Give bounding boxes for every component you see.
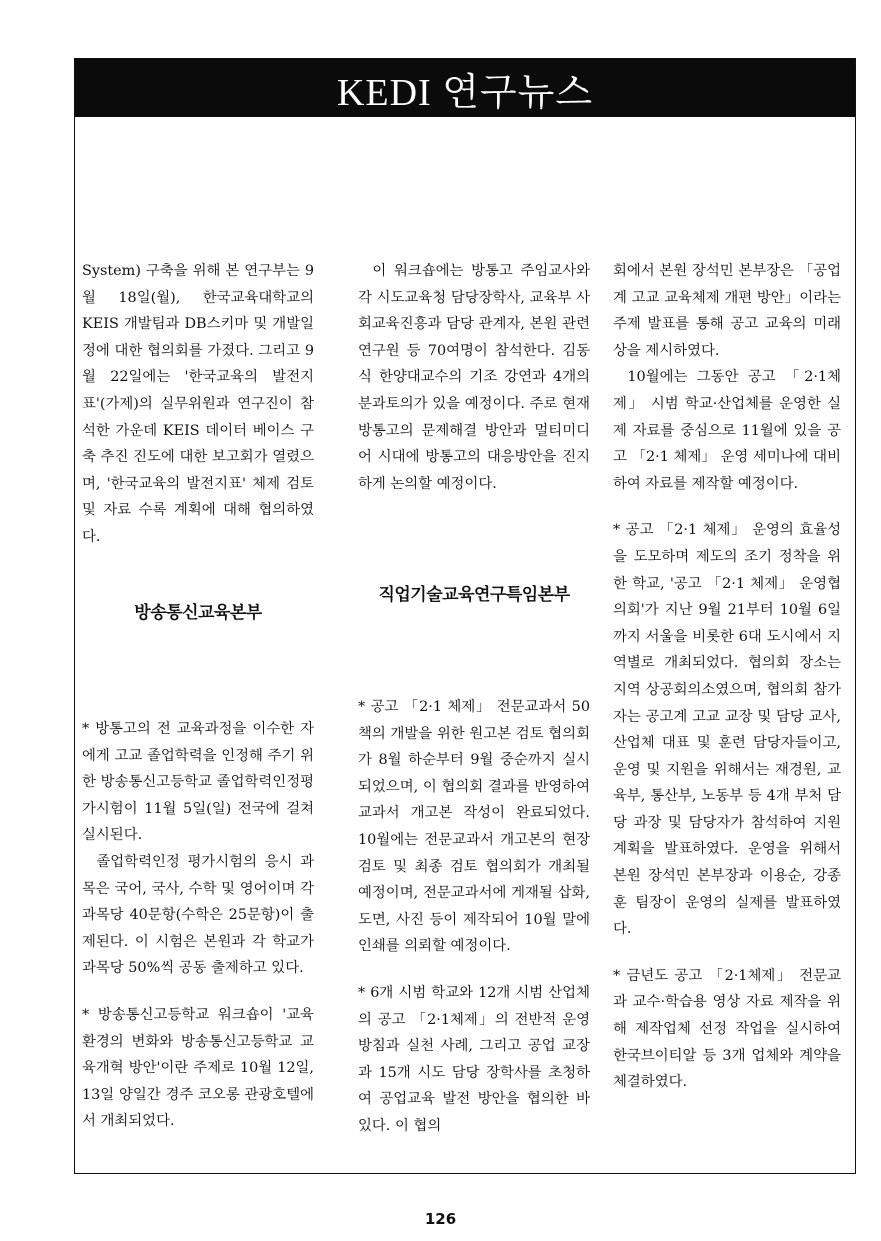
col3-paragraph-1: 회에서 본원 장석민 본부장은 「공업계 고교 교육체제 개편 방안」이라는 주제 발표를 통해 공고 교육의 미래상을 제시하였다.	[613, 263, 841, 359]
col3-paragraph-2: 10월에는 그동안 공고 「2·1체제」 시범 학교·산업체를 운영한 실제 자료를 중심으로 11월에 있을 공고 「2·1 체제」 운영 세미나에 대비하여 자료를 제작할 예정이다.	[613, 369, 841, 492]
column-3	[613, 258, 841, 1096]
col3-paragraph-4: * 금년도 공고 「2·1체제」 전문교과 교수·학습용 영상 자료 제작을 위해 제작업체 선정 작업을 실시하여 한국브이티알 등 3개 업체와 계약을 체결하였다.	[613, 967, 841, 1091]
section-heading-broadcast: 방송통신교육본부	[134, 603, 262, 623]
column-1	[82, 258, 314, 551]
col1-paragraph-2: * 방통고의 전 교육과정을 이수한 자에게 고교 졸업학력을 인정해 주기 위한 방송통신고등학교 졸업학력인정평가시험이 11월 5일(일) 전국에 걸쳐 실시된다.	[82, 721, 314, 844]
col1-paragraph-3: 졸업학력인정 평가시험의 응시 과목은 국어, 국사, 수학 및 영어이며 각 과목당 40문항(수학은 25문항)이 출제된다. 이 시험은 본원과 각 학교가 과목당 50%씩 공동 출제하고 있다.	[82, 853, 314, 977]
col2-paragraph-2: * 공고 「2·1 체제」 전문교과서 50책의 개발을 위한 원고본 검토 협의회가 8월 하순부터 9월 중순까지 실시되었으며, 이 협의회 결과를 반영하여 교과서 개고본 작성이 완료되었다. 10월에는 전문교과서 개고본의 현장 검토 및 최종 검토 협의회가 개최될 예정이며, 전문교과서에 게재될 삽화, 도면, 사진 등이 제작되어 10월 말에 인쇄를 의뢰할 예정이다.	[358, 699, 590, 955]
column-1-lower	[82, 716, 314, 1135]
page-number: 126	[424, 1210, 457, 1228]
col3-paragraph-3: * 공고 「2·1 체제」 운영의 효율성을 도모하며 제도의 조기 정착을 위한 학교, '공고 「2·1 체제」 운영협의회'가 지난 9월 21부터 10월 6일까지 서울을 비롯한 6대 도시에서 지역별로 개최되었다. 협의회 장소는 지역 상공회의소였으며, 협의회 참가자는 공고계 고교 교장 및 담당 교사, 산업체 대표 및 훈련 담당자들이고, 운영 및 지원을 위해서는 재경원, 교육부, 통산부, 노동부 등 4개 부처 담당 과장 및 담당자가 참석하여 지원 계획을 발표하였다. 운영을 위해서 본원 장석민 본부장과 이용순, 강종훈 팀장이 운영의 실제를 발표하였다.	[613, 522, 841, 938]
column-2-lower	[358, 694, 590, 1140]
col2-paragraph-3: * 6개 시범 학교와 12개 시범 산업체의 공고 「2·1체제」의 전반적 운영 방침과 실천 사례, 그리고 공업 교장과 15개 시도 담당 장학사를 초청하여 공업교육 발전 방안을 협의한 바 있다. 이 협의	[358, 984, 590, 1134]
col2-paragraph-1: 이 워크숍에는 방통고 주임교사와 각 시도교육청 담당장학사, 교육부 사회교육진흥과 담당 관계자, 본원 관련 연구원 등 70여명이 참석한다. 김동식 한양대교수의 기조 강연과 4개의 분과토의가 있을 예정이다. 주로 현재 방통고의 문제해결 방안과 멀티미디어 시대에 방통고의 대응방안을 진지하게 논의할 예정이다.	[358, 263, 590, 492]
banner-title: KEDI 연구뉴스	[75, 59, 855, 117]
column-2	[358, 258, 590, 497]
section-heading-vocational: 직업기술교육연구특임본부	[378, 585, 570, 605]
col1-paragraph-4: * 방송통신고등학교 워크숍이 '교육환경의 변화와 방송통신고등학교 교육개혁 방안'이란 주제로 10월 12일, 13일 양일간 경주 코오롱 관광호텔에서 개최되었다.	[82, 1006, 314, 1130]
col1-paragraph-1: System) 구축을 위해 본 연구부는 9월 18일(월), 한국교육대학교의 KEIS 개발팀과 DB스키마 및 개발일정에 대한 협의회를 가졌다. 그리고 9월 22일에는 '한국교육의 발전지표'(가제)의 실무위원과 연구진이 참석한 가운데 KEIS 데이터 베이스 구축 추진 진도에 대한 보고회가 열렸으며, '한국교육의 발전지표' 체제 검토 및 자료 수록 계획에 대해 협의하였다.	[82, 263, 314, 545]
